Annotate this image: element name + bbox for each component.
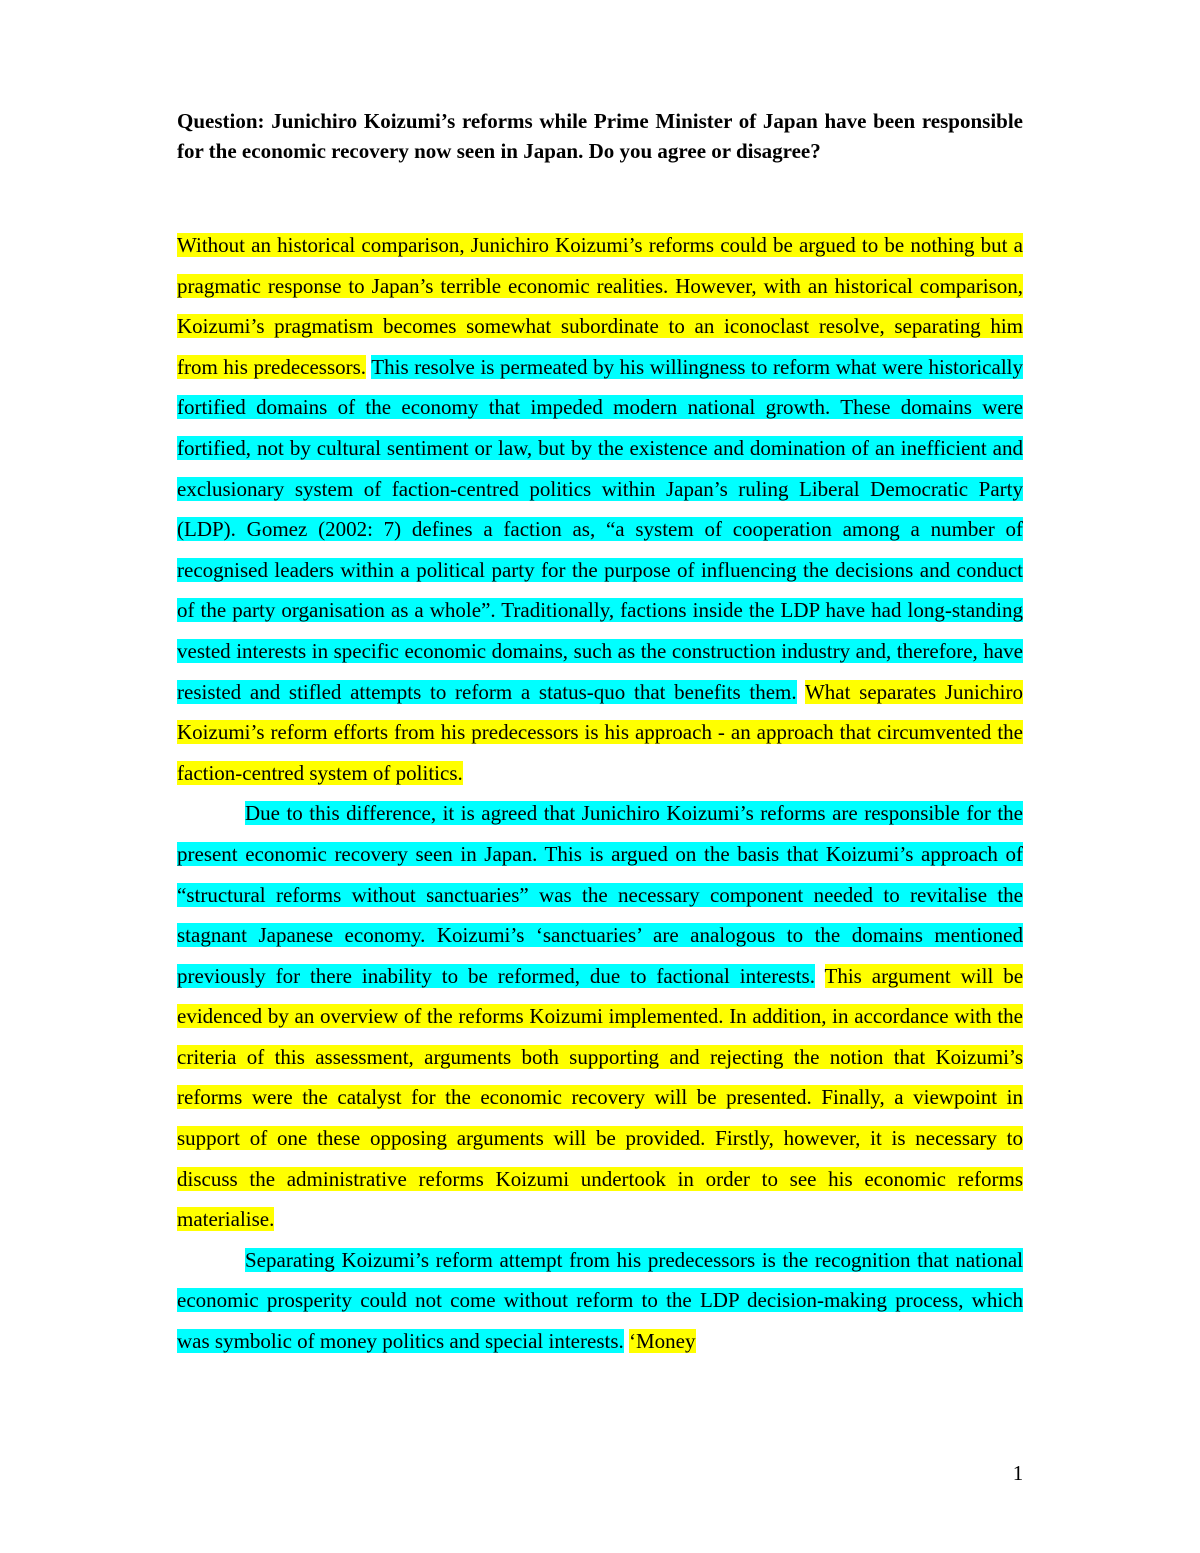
essay-question: Question: Junichiro Koizumi’s reforms while Prime Minister of Japan have been responsible for the economic recovery now seen in Japan. Do you agree or disagree? — [177, 109, 1023, 163]
page-number: 1 — [1012, 1461, 1024, 1485]
paragraph-2 — [177, 793, 1023, 1240]
highlighted-text-yellow: This argument will be evidenced by an overview of the reforms Koizumi implemented. In addition, in accordance with the criteria of this assessment, arguments both supporting and rejecting the notion that Koizumi’s reforms were the catalyst for the economic recovery will be presented. Finally, a viewpoint in support of one these opposing arguments will be provided. Firstly, however, it is necessary to discuss the administrative reforms Koizumi undertook in order to see his economic reforms materialise. — [177, 963, 1024, 1232]
essay-body — [177, 225, 1023, 1362]
paragraph-3 — [177, 1240, 1023, 1362]
highlighted-text-cyan: This resolve is permeated by his willingness to reform what were historically fortified domains of the economy that impeded modern national growth. These domains were fortified, not by cultural sentiment or law, but by the existence and domination of an inefficient and exclusionary system of faction-centred politics within Japan’s ruling Liberal Democratic Party (LDP). Gomez (2002: 7) defines a faction as, “a system of cooperation among a number of recognised leaders within a political party for the purpose of influencing the decisions and conduct of the party organisation as a whole”. Traditionally, factions inside the LDP have had long-standing vested interests in specific economic domains, such as the construction industry and, therefore, have resisted and stifled attempts to reform a status-quo that benefits them. — [177, 354, 1023, 704]
paragraph-1 — [177, 225, 1023, 793]
highlighted-text-cyan: Due to this difference, it is agreed that Junichiro Koizumi’s reforms are responsible for the present economic recovery seen in Japan. This is argued on the basis that Koizumi’s approach of “structural reforms without sanctuaries” was the necessary component needed to revitalise the stagnant Japanese economy. Koizumi’s ‘sanctuaries’ are analogous to the domains mentioned previously for there inability to be reformed, due to factional interests. — [177, 801, 1023, 988]
highlighted-text-yellow: What separates Junichiro Koizumi’s reform efforts from his predecessors is his approach - an approach that circumvented the faction-centred system of politics. — [177, 679, 1023, 785]
text-space — [815, 964, 825, 988]
highlighted-text-cyan: Separating Koizumi’s reform attempt from his predecessors is the recognition that national economic prosperity could not come without reform to the LDP decision-making process, which was symbolic of money politics and special interests. — [177, 1247, 1023, 1354]
text-space — [797, 680, 805, 704]
highlighted-text-yellow: ‘Money — [629, 1329, 696, 1354]
highlighted-text-yellow: Without an historical comparison, Junichiro Koizumi’s reforms could be argued to be nothing but a pragmatic response to Japan’s terrible economic realities. However, with an historical comparison, Koizumi’s pragmatism becomes somewhat subordinate to an iconoclast resolve, separating him from his predecessors. — [177, 233, 1023, 379]
